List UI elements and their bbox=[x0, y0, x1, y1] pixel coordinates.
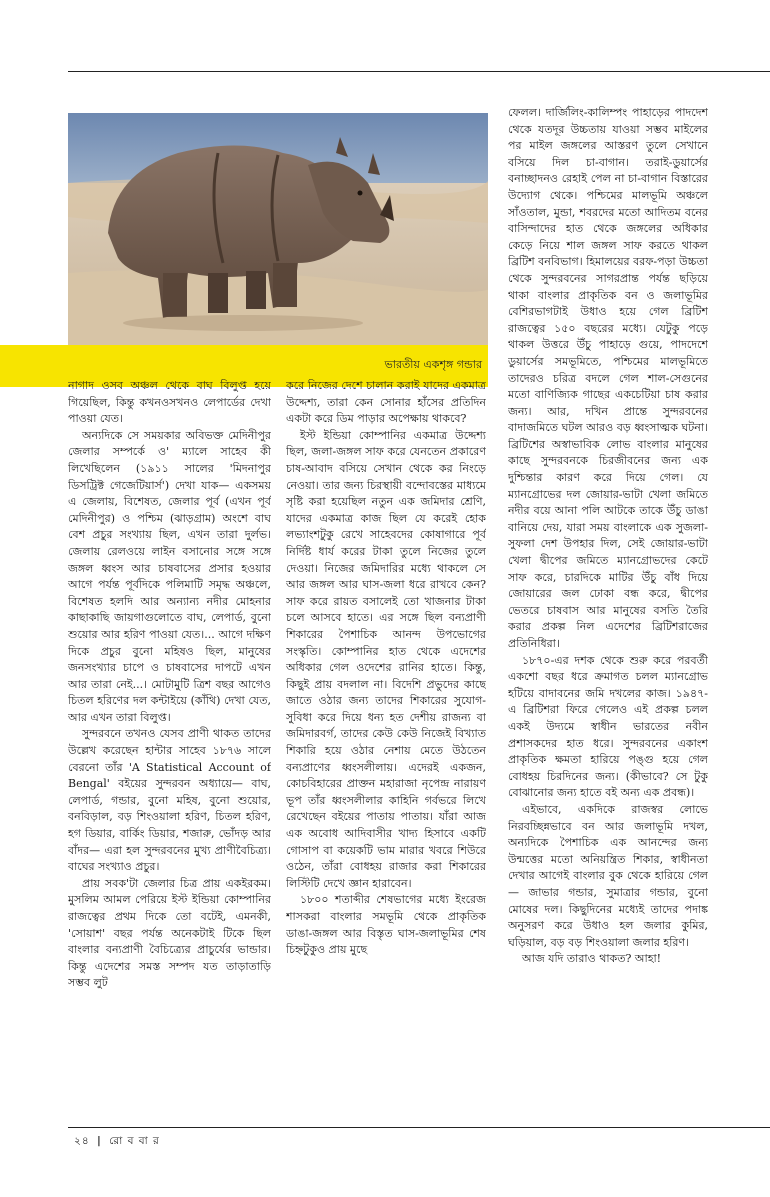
paragraph: আজ যদি তারাও থাকত? আহা! bbox=[522, 952, 662, 966]
article-column-2 bbox=[286, 378, 486, 1118]
footer-separator: | bbox=[96, 1135, 102, 1147]
paragraph: ১৮৭০-এর দশক থেকে শুরু করে পরবর্তী একশো বছর ধরে ক্রমাগত চলল ম্যানগ্রোভ হটিয়ে বাদাবনের জমি দখলের কাজ। ১৯৪৭-এ ব্রিটিশরা ফিরে গেলেও এই প্রকল্প চলল একই উদ্যমে স্বাধীন ভারতের নবীন প্রশাসকদের হাত ধরে। সুন্দরবনের একাংশ প্রাকৃতিক ক্ষমতা হারিয়ে পঙ্গু হয়ে গেল বোধহয় চিরদিনের জন্য। (কীভাবে? সে টুকু বোঝানোর জন্য হাতে বই অন্য এক প্রবন্ধ)। bbox=[508, 653, 708, 800]
page-footer bbox=[74, 1134, 160, 1151]
magazine-name: রো ব বা র bbox=[109, 1135, 160, 1147]
photo-caption: ভারতীয় একশৃঙ্গ গন্ডার bbox=[384, 358, 482, 371]
footer-rule bbox=[68, 1127, 770, 1128]
article-column-3 bbox=[508, 105, 708, 1120]
rhino-photo bbox=[68, 113, 488, 345]
paragraph: সুন্দরবনে তখনও যেসব প্রাণী থাকত তাদের উল্লেখ করেছেন হান্টার সাহেব ১৮৭৬ সালে বেরনো তাঁর 'A Statistical Account of Bengal' বইয়ের সুন্দরবন অধ্যায়ে— বাঘ, লেপার্ড, গন্ডার, বুনো মহিষ, বুনো শুয়োর, বনবিড়াল, বড় শিংওয়ালা হরিণ, চিতল হরিণ, হগ ডিয়ার, বার্কিং ডিয়ার, শজারু, ভোঁদড় আর বাঁদর— এরা হল সুন্দরবনের মুখ্য প্রাণীবৈচিত্র্য। বাঘের সংখ্যাও প্রচুর। bbox=[68, 727, 271, 874]
header-rule bbox=[68, 71, 770, 72]
paragraph: ইস্ট ইন্ডিয়া কোম্পানির একমাত্র উদ্দেশ্য ছিল, জলা-জঙ্গল সাফ করে যেনতেন প্রকারেণ চাষ-আবাদ বসিয়ে সেখান থেকে কর নিংড়ে নেওয়া। তার জন্য চিরস্থায়ী বন্দোবস্তের মাধ্যমে সৃষ্টি করা হয়েছিল নতুন এক জমিদার শ্রেণি, যাদের একমাত্র কাজ ছিল যে করেই হোক লভ্যাংশটুকু রেখে সাহেবদের কোষাগারে পূর্ব নির্দিষ্ট ধার্য করের টাকা তুলে নিজের তুলে দেওয়া। নিজের জমিদারির মধ্যে থাকলে সে আর জঙ্গল আর ঘাস-জলা ধরে রাখবে কেন? সাফ করে রায়ত বসালেই তো খাজনার টাকা চলে আসবে হাতে। এর সঙ্গে ছিল বন্যপ্রাণী শিকারের পৈশাচিক আনন্দ উপভোগের সংস্কৃতি। কোম্পানির হাত থেকে এদেশের অধিকার গেল ওদেশের রানির হাতে। কিন্তু, কিছুই প্রায় বদলাল না। বিদেশি প্রভুদের কাছে জাতে ওঠার জন্য তাদের শিকারের সুযোগ-সুবিধা করে দিয়ে ধন্য হত দেশীয় রাজন্য বা জমিদারবর্গ, তাদের কেউ কেউ নিজেই বিখ্যাত শিকারি হয়ে ওঠার নেশায় মেতে উঠতেন বন্যপ্রাণের ধ্বংসলীলায়। এদেরই একজন, কোচবিহারের প্রাক্তন মহারাজা নৃপেন্দ্র নারায়ণ ভূপ তাঁর ধ্বংসলীলার কাহিনি গর্বভরে লিখে রেখেছেন বইয়ের পাতায় পাতায়। যাঁরা আজ এক অবোধ আদিবাসীর খাদ্য হিসাবে একটি গোসাপ বা কয়েকটি ভাম মারার খবরে শিউরে ওঠেন, তাঁরা বোধহয় রাজার করা শিকারের লিস্টিটি দেখে জ্ঞান হারাবেন। bbox=[286, 428, 486, 890]
paragraph: ১৮০০ শতাব্দীর শেষভাগের মধ্যে ইংরেজ শাসকরা বাংলার সমভূমি থেকে প্রাকৃতিক ডাঙা-জঙ্গল আর বিস্তৃত ঘাস-জলাভূমির শেষ চিহ্নটুকুও প্রায় মুছে bbox=[286, 893, 486, 957]
paragraph: অন্যদিকে সে সময়কার অবিভক্ত মেদিনীপুর জেলার সম্পর্কে ও' ম্যালে সাহেব কী লিখেছিলেন (১৯১১ সালের 'মিদনাপুর ডিসট্রিক্ট গেজেটিয়ার্স') দেখা যাক— একসময় এ জেলায়, বিশেষত, জেলার পূর্ব (এখন পূর্ব মেদিনীপুর) ও পশ্চিম (ঝাড়গ্রাম) অংশে বাঘ বেশ প্রচুর সংখ্যায় ছিল, এখন তারা দুর্লভ। জেলায় রেলওয়ে লাইন বসানোর সঙ্গে সঙ্গে জঙ্গল ধ্বংস আর চাষবাসের প্রসার হওয়ার আগে পর্যন্ত পূর্বদিকে পলিমাটি সমৃদ্ধ অঞ্চলে, বিশেষত হলদি আর অন্যান্য নদীর মোহনার কাছাকাছি জায়গাগুলোতে বাঘ, লেপার্ড, বুনো শুয়োর আর হরিণ পাওয়া যেত।... আগে দক্ষিণ দিকে প্রচুর বুনো মহিষও ছিল, মানুষের জনসংখ্যার চাপে ও চাষবাসের দাপটে এখন আর তারা নেই...। মোটামুটি ত্রিশ বছর আগেও চিতল হরিণের দল কন্টাইয়ে (কাঁথি) দেখা যেত, আর এখন তারা বিলুপ্ত। bbox=[68, 428, 271, 724]
rhino-illustration bbox=[68, 113, 488, 345]
article-column-1 bbox=[68, 378, 271, 1118]
page-number: ২৪ bbox=[74, 1135, 90, 1147]
paragraph: করে নিজের দেশে চালান করাই যাদের একমাত্র উদ্দেশ্য, তারা কেন সোনার হাঁসের প্রতিদিন একটা করে ডিম পাড়ার অপেক্ষায় থাকবে? bbox=[286, 379, 486, 426]
paragraph: এইভাবে, একদিকে রাজস্বর লোভে নিরবচ্ছিন্নভাবে বন আর জলাভূমি দখল, অন্যদিকে পৈশাচিক এক আনন্দের জন্য উন্মত্তের মতো অনিয়ন্ত্রিত শিকার, স্বাধীনতা দেখার আগেই বাংলার বুক থেকে হারিয়ে গেল— জাভার গন্ডার, সুমাত্রার গন্ডার, বুনো মোষের দল। কিছুদিনের মধ্যেই তাদের পদাঙ্ক অনুসরণ করে উধাও হল জলার কুমির, ঘড়িয়াল, বড় বড় শিংওয়ালা জলার হরিণ। bbox=[508, 802, 708, 949]
paragraph: ফেলল। দার্জিলিং-কালিম্পং পাহাড়ের পাদদেশ থেকে যতদূর উচ্চতায় যাওয়া সম্ভব মাইলের পর মাইল জঙ্গলের আস্তরণ তুলে সেখানে বসিয়ে দিল চা-বাগান। তরাই-ডুয়ার্সের বনাচ্ছাদনও রেহাই পেল না চা-বাগান বিস্তারের উদ্যোগ থেকে। পশ্চিমের মালভূমি অঞ্চলে সাঁওতাল, মুন্ডা, শবরদের মতো আদিতম বনের বাসিন্দাদের হাত থেকে জঙ্গলের অধিকার কেড়ে নিয়ে শাল জঙ্গল সাফ করতে থাকল ব্রিটিশ বনবিভাগ। হিমালয়ের বরফ-পড়া উচ্চতা থেকে সুন্দরবনের সাগরপ্রান্ত পর্যন্ত ছড়িয়ে থাকা বাংলার প্রাকৃতিক বন ও জলাভূমির বেশিরভাগটাই উধাও হয়ে গেল ব্রিটিশ রাজত্বের ১৫০ বছরের মধ্যে। যেটুকু পড়ে থাকল উত্তরে উঁচু পাহাড়ে গুয়ে, পাদদেশে ডুয়ার্সের সমভূমিতে, পশ্চিমের মালভূমিতে তাদেরও চরিত্র বদলে গেল শাল-সেগুনের মতো বাণিজ্যিক গাছের একচেটিয়া চাষ করার জন্য। আর, দখিন প্রান্তে সুন্দরবনের বাদাজমিতে ঘটল আরও বড় ধ্বংসাত্মক ঘটনা। ব্রিটিশের অস্বাভাবিক লোভ বাংলার মানুষের কাছে সুন্দরবনকে চিরজীবনের জন্য এক দুশ্চিন্তার কারণ করে দিয়ে গেল। যে ম্যানগ্রোভের দল জোয়ার-ভাটা খেলা জমিতে নদীর বয়ে আনা পলি আটকে তাকে উঁচু ডাঙা বানিয়ে দেয়, যারা সময় বাংলাকে এক সুজলা-সুফলা দেশ উপহার দিল, সেই জোয়ার-ভাটা খেলা দ্বীপের জমিতে ম্যানগ্রোভদের কেটে সাফ করে, চারদিকে মাটির উঁচু বাঁধ দিয়ে জোয়ারের জল ঢোকা বন্ধ করে, দ্বীপের ভেতরে চাষবাস আর মানুষের বসতি তৈরি করার প্রকল্প নিল এদেশের ব্রিটিশরাজের প্রতিনিধিরা। bbox=[508, 106, 708, 650]
paragraph: নাগাদ ওসব অঞ্চল থেকে বাঘ বিলুপ্ত হয়ে গিয়েছিল, কিন্তু কখনওসখনও লেপার্ডের দেখা পাওয়া যেত। bbox=[68, 379, 271, 426]
paragraph: প্রায় সবক'টা জেলার চিত্র প্রায় একইরকম। মুসলিম আমল পেরিয়ে ইস্ট ইন্ডিয়া কোম্পানির রাজত্বের প্রথম দিকে তো বটেই, এমনকী, 'সোয়াশ' বছর পর্যন্ত অনেকটাই টিকে ছিল বাংলার বন্যপ্রাণী বৈচিত্র্যের প্রাচুর্যের ভান্ডার। কিন্তু এদেশের সমস্ত সম্পদ যত তাড়াতাড়ি সম্ভব লুট bbox=[68, 876, 271, 990]
